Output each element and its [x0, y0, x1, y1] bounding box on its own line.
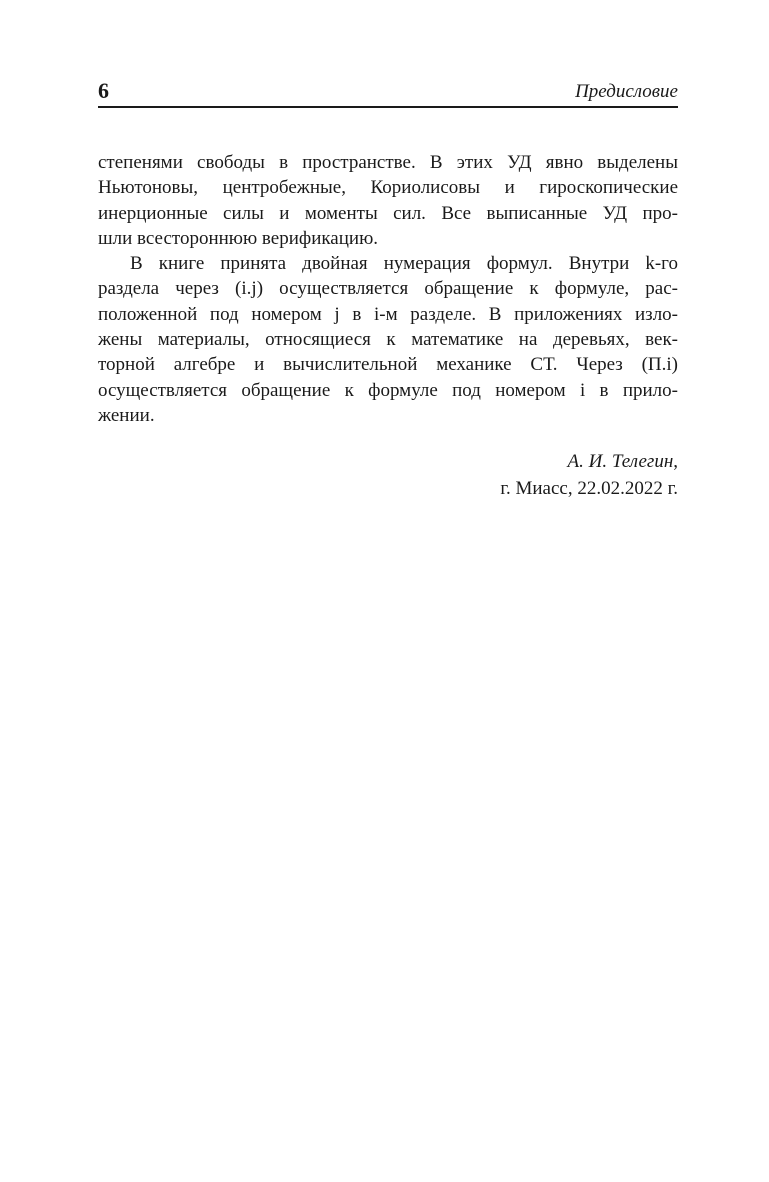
running-title: Предисловие: [575, 81, 678, 102]
text-line: В книге принята двойная нумерация формул. Внутри k-го: [130, 253, 678, 275]
place-date: г. Миасс, 22.02.2022 г.: [500, 478, 678, 499]
text-line: шли всестороннюю верификацию.: [98, 227, 379, 249]
paragraph: [98, 150, 678, 251]
page-number: 6: [98, 78, 109, 103]
text-line: степенями свободы в пространстве. В этих УД явно выделены: [98, 152, 678, 173]
text-line: жены материалы, относящиеся к математике на деревьях, век-: [98, 329, 678, 351]
text-line: раздела через (i.j) осуществляется обращение к формуле, рас-: [98, 278, 678, 300]
signature-block: [278, 448, 678, 502]
text-line: Ньютоновы, центробежные, Кориолисовы и гироскопические: [98, 177, 678, 199]
page-header: [98, 78, 678, 108]
author-line: [278, 448, 678, 475]
text-line: инерционные силы и моменты сил. Все выписанные УД про-: [98, 202, 678, 224]
text-line: осуществляется обращение к формуле под номером i в прило-: [98, 379, 678, 401]
text-line: жении.: [98, 404, 155, 426]
author-suffix: ,: [673, 451, 678, 472]
text-line: положенной под номером j в i-м разделе. В приложениях изло-: [98, 303, 678, 325]
author-name: А. И. Телегин: [567, 451, 674, 472]
body-text: [98, 150, 678, 428]
paragraph: [98, 251, 678, 428]
text-line: торной алгебре и вычислительной механике СТ. Через (П.i): [98, 354, 678, 376]
